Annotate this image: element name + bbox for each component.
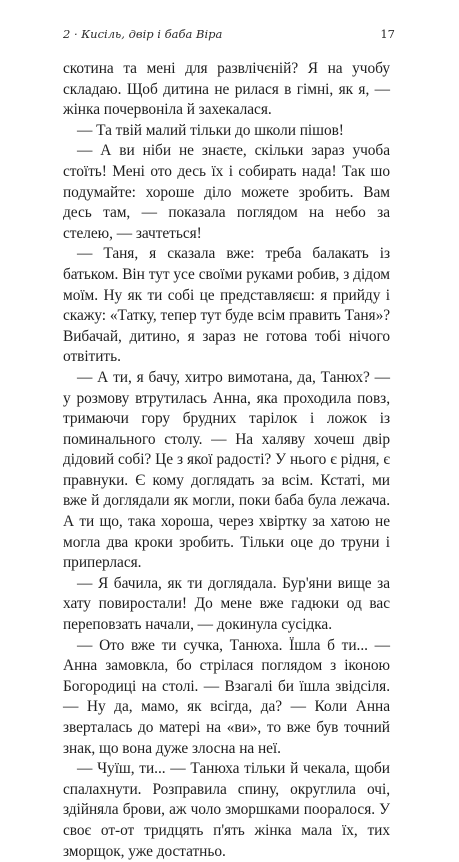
paragraph: — Таня, я сказала вже: треба балакать із батьком. Він тут усе своїми руками робив, з дідом моїм. Ну як ти собі це представляєш: я прийду і скажу: «Татку, тепер тут буде всім править Таня»? Вибачай, дитино, я зараз не готова тобі нічого отвітить. <box>63 245 390 366</box>
running-title: 2 · Кисіль, двір і баба Віра <box>63 27 223 41</box>
paragraph: — А ти, я бачу, хитро вимотана, да, Танюх? — у розмову втрутилась Анна, яка проходила повз, тримаючи гору брудних тарілок і ложок із поминального столу. — На халяву хочеш двір дідовий собі? Це з якої радості? У нього є рідня, є правнуки. Є кому доглядать за всім. Кстаті, ми вже й доглядали як могли, поки баба була лежача. А ти що, така хороша, через хвіртку за хатою не могла два кроки зробить. Тільки оце до труни і приперлася. <box>63 368 390 572</box>
body-text <box>63 59 390 862</box>
running-header <box>63 27 395 45</box>
paragraph: — Чуїш, ти... — Танюха тільки й чекала, щоби спалахнути. Розправила спину, округлила очі, здійняла брови, аж чоло зморшками пооралося. У своє от-от тридцять п'ять жінка мала їх, тих зморщок, уже достатньо. <box>63 760 390 860</box>
paragraph: скотина та мені для развлічєній? Я на учобу складаю. Щоб дитина не рилася в гімні, як я, — жінка почервоніла й захекалася. <box>63 60 390 119</box>
paragraph: — А ви ніби не знаєте, скільки зараз учоба стоїть! Мені ото десь їх і собирать нада! Так шо подумайте: хороше діло можете зробить. Вам десь там, — показала поглядом на небо за стелею, — зачтеться! <box>63 142 390 242</box>
paragraph: — Ото вже ти сучка, Танюха. Їшла б ти... — Анна замовкла, бо стрілася поглядом з іконою Богородиці на столі. — Взагалі би їшла звідсіля. — Ну да, мамо, як всігда, да? — Коли Анна зверталась до матері на «ви», то вже був точний знак, що вона дуже злосна на неї. <box>63 636 390 757</box>
paragraph: — Та твій малий тільки до школи пішов! <box>77 121 344 139</box>
page-number: 17 <box>380 27 395 41</box>
paragraph: — Я бачила, як ти доглядала. Бур'яни вище за хату повиростали! До мене вже гадюки од вас переповзать начали, — докинула сусідка. <box>63 574 390 634</box>
